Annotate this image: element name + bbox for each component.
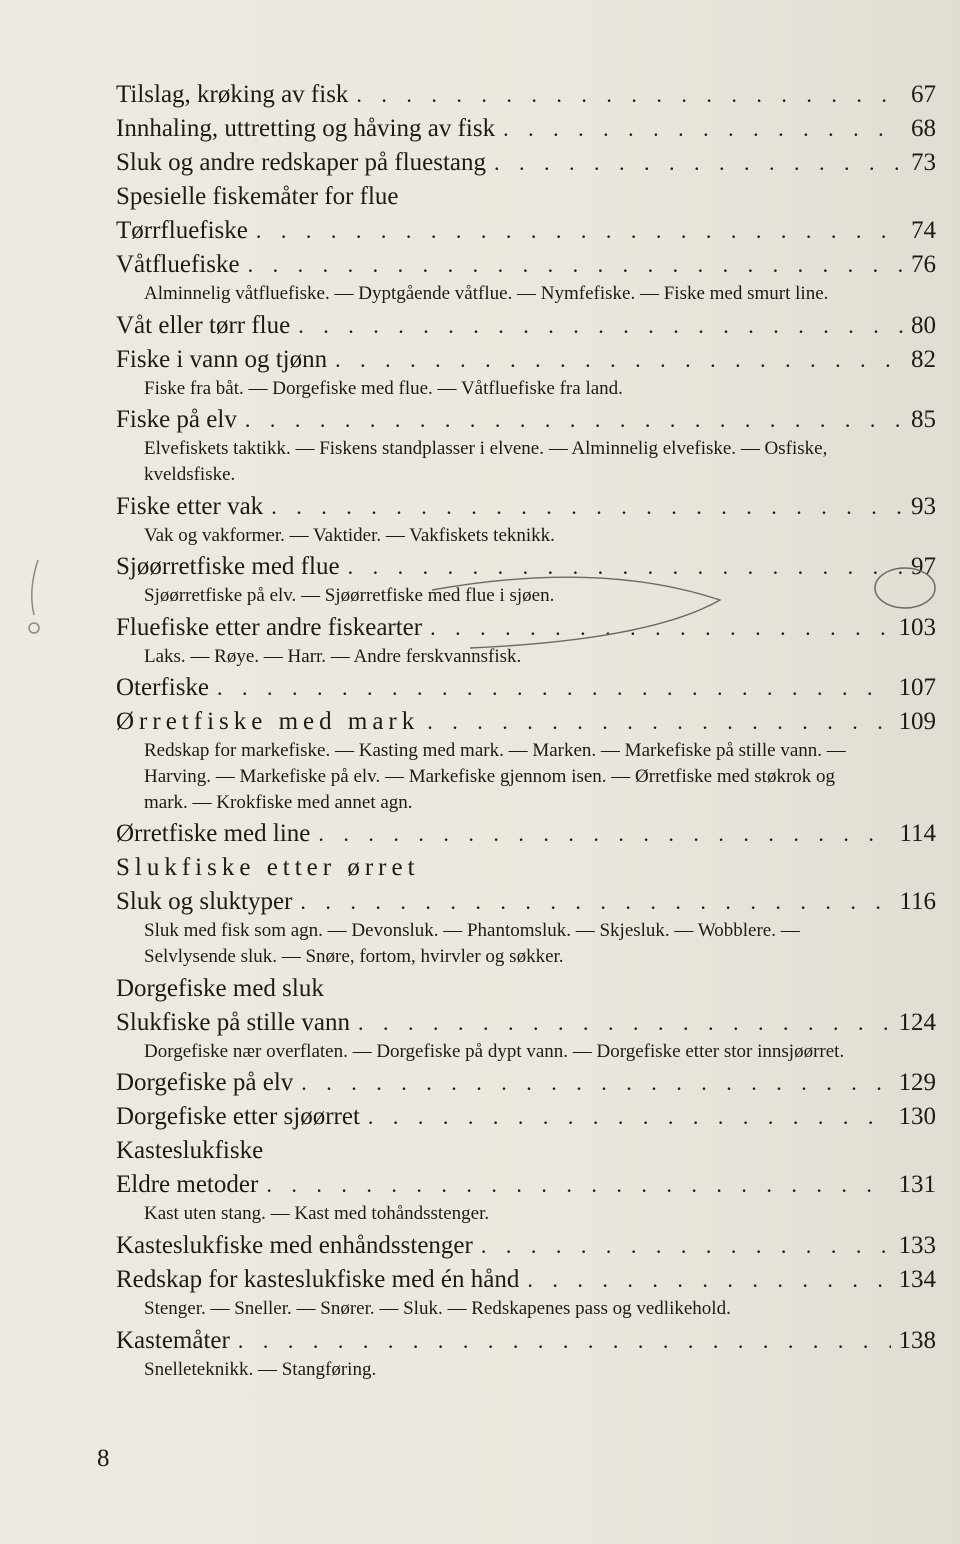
margin-mark <box>32 560 38 615</box>
toc-entry-page: 74 <box>911 217 936 244</box>
toc-entry <box>116 405 936 435</box>
toc-subtopics: Laks. — Røye. — Harr. — Andre ferskvannsfisk. <box>144 645 522 667</box>
toc-subtopics: Dorgefiske nær overflaten. — Dorgefiske på dypt vann. — Dorgefiske etter stor innsjøørret. <box>144 1040 845 1062</box>
toc-entry-title: Kastemåter <box>116 1326 230 1354</box>
toc-subtopics: Fiske fra båt. — Dorgefiske med flue. — Våtfluefiske fra land. <box>144 377 623 399</box>
leader-dots <box>217 675 890 701</box>
toc-entry <box>116 492 936 522</box>
leader-dots <box>256 218 903 244</box>
toc-section-heading: Kasteslukfiske <box>116 1137 264 1165</box>
toc-entry <box>116 552 936 582</box>
toc-subtopics: Sjøørretfiske på elv. — Sjøørretfiske med flue i sjøen. <box>144 585 555 607</box>
toc-entry-title: Dorgefiske på elv <box>116 1069 294 1097</box>
toc-entry <box>116 1008 936 1038</box>
toc-section-heading: Spesielle fiskemåter for flue <box>116 183 399 210</box>
toc-entry <box>116 311 936 341</box>
leader-dots <box>318 821 891 847</box>
leader-dots <box>527 1267 890 1293</box>
toc-entry-page: 124 <box>898 1008 936 1036</box>
toc-subtopics: Elvefiskets taktikk. — Fiskens standplasser i elvene. — Alminnelig elvefiske. — Osfiske, kveldsfiske. <box>144 438 828 485</box>
toc-entry-title: Tilslag, krøking av fisk <box>116 81 349 108</box>
toc-entry-page: 107 <box>898 674 936 702</box>
toc-entry <box>116 1170 936 1200</box>
toc-entry-title: Dorgefiske etter sjøørret <box>116 1103 360 1131</box>
leader-dots <box>503 116 903 142</box>
toc-entry <box>116 1265 936 1295</box>
toc-entry <box>116 707 936 737</box>
toc-entry-page: 129 <box>898 1069 936 1097</box>
page-number: 8 <box>97 1445 110 1472</box>
leader-dots <box>348 554 903 580</box>
toc-entry <box>116 673 936 703</box>
toc-entry <box>116 114 936 144</box>
leader-dots <box>481 1233 891 1259</box>
toc-entry-title: Sluk og sluktyper <box>116 888 293 916</box>
toc-entry-title: Fiske etter vak <box>116 492 264 520</box>
toc-entry-page: 82 <box>911 345 936 373</box>
toc-entry <box>116 887 936 917</box>
toc-entry-title: Oterfiske <box>116 674 210 702</box>
leader-dots <box>300 889 891 915</box>
toc-subtopics: Snelleteknikk. — Stangføring. <box>144 1358 377 1380</box>
toc-subtopics: Redskap for markefiske. — Kasting med mark. — Marken. — Markefiske på stille vann. — Harving. — Markefiske på elv. — Markefiske gjennom isen. — Ørretfiske med støkrok og mark. — Krokfiske med annet agn. <box>144 740 846 813</box>
leader-dots <box>430 615 890 641</box>
toc-entry <box>116 1326 936 1356</box>
toc-entry-page: 93 <box>911 492 936 520</box>
toc-entry <box>116 613 936 643</box>
toc-entry-page: 116 <box>899 888 936 916</box>
toc-entry-page: 114 <box>899 820 936 848</box>
toc-entry-title: Eldre metoder <box>116 1171 259 1199</box>
toc-entry <box>116 819 936 849</box>
toc-entry <box>116 1231 936 1261</box>
toc-subtopics: Stenger. — Sneller. — Snører. — Sluk. — Redskapenes pass og vedlikehold. <box>144 1297 731 1319</box>
toc-entry-title: Slukfiske på stille vann <box>116 1008 350 1036</box>
leader-dots <box>358 1010 891 1036</box>
toc-entry-title: Innhaling, uttretting og håving av fisk <box>116 115 496 142</box>
toc-entry <box>116 80 936 110</box>
toc-subtopics: Kast uten stang. — Kast med tohåndsstenger. <box>144 1203 490 1225</box>
leader-dots <box>301 1070 890 1096</box>
toc-entry <box>116 1068 936 1098</box>
toc-entry-page: 76 <box>911 251 936 278</box>
toc-subtopics: Vak og vakformer. — Vaktider. — Vakfiskets teknikk. <box>144 524 555 546</box>
toc-entry-page: 73 <box>911 149 936 176</box>
leader-dots <box>271 494 903 520</box>
toc-entry-title: Sluk og andre redskaper på fluestang <box>116 149 487 176</box>
margin-circle <box>29 623 39 633</box>
leader-dots <box>494 150 903 176</box>
toc-entry-page: 130 <box>898 1103 936 1131</box>
toc-entry <box>116 345 936 375</box>
toc-subtopics: Alminnelig våtfluefiske. — Dyptgående våtflue. — Nymfefiske. — Fiske med smurt line. <box>144 283 829 304</box>
toc-entry-page: 97 <box>911 553 936 581</box>
leader-dots <box>245 407 903 433</box>
toc-entry-title: Ørretfiske med line <box>116 820 311 848</box>
toc-entry-page: 68 <box>911 115 936 142</box>
leader-dots <box>427 709 890 735</box>
leader-dots <box>266 1172 890 1198</box>
leader-dots <box>238 1328 891 1354</box>
toc-entry-title: Våt eller tørr flue <box>116 311 291 339</box>
toc-entry-title: Redskap for kasteslukfiske med én hånd <box>116 1265 520 1293</box>
toc-entry-page: 103 <box>898 613 936 641</box>
toc-entry-page: 131 <box>898 1171 936 1199</box>
toc-entry <box>116 250 936 280</box>
toc-entry <box>116 148 936 178</box>
toc-entry <box>116 216 936 246</box>
toc-entry-title: Våtfluefiske <box>116 251 240 278</box>
table-of-contents <box>116 76 936 1382</box>
leader-dots <box>335 347 903 373</box>
leader-dots <box>248 252 903 278</box>
toc-entry-page: 85 <box>911 406 936 434</box>
toc-entry-page: 138 <box>898 1326 936 1354</box>
toc-entry-title: Tørrfluefiske <box>116 217 248 244</box>
toc-entry-page: 133 <box>898 1231 936 1259</box>
toc-entry-page: 134 <box>898 1265 936 1293</box>
toc-entry-page: 67 <box>911 81 936 108</box>
toc-entry-title: Sjøørretfiske med flue <box>116 553 340 581</box>
leader-dots <box>368 1104 891 1130</box>
toc-entry-title: Fiske i vann og tjønn <box>116 345 328 373</box>
leader-dots <box>356 82 903 108</box>
toc-entry-title: Ørretfiske med mark <box>116 708 420 736</box>
toc-entry-title: Fiske på elv <box>116 406 237 434</box>
toc-entry-page: 80 <box>911 311 936 339</box>
toc-entry <box>116 1102 936 1132</box>
leader-dots <box>298 313 903 339</box>
toc-section-heading: Slukfiske etter ørret <box>116 854 420 882</box>
toc-entry-title: Fluefiske etter andre fiskearter <box>116 613 423 641</box>
toc-section-heading: Dorgefiske med sluk <box>116 974 324 1002</box>
toc-entry-title: Kasteslukfiske med enhåndsstenger <box>116 1231 473 1259</box>
toc-entry-page: 109 <box>898 708 936 736</box>
toc-subtopics: Sluk med fisk som agn. — Devonsluk. — Phantomsluk. — Skjesluk. — Wobblere. — Selvlysende sluk. — Snøre, fortom, hvirvler og søkker. <box>144 920 800 968</box>
